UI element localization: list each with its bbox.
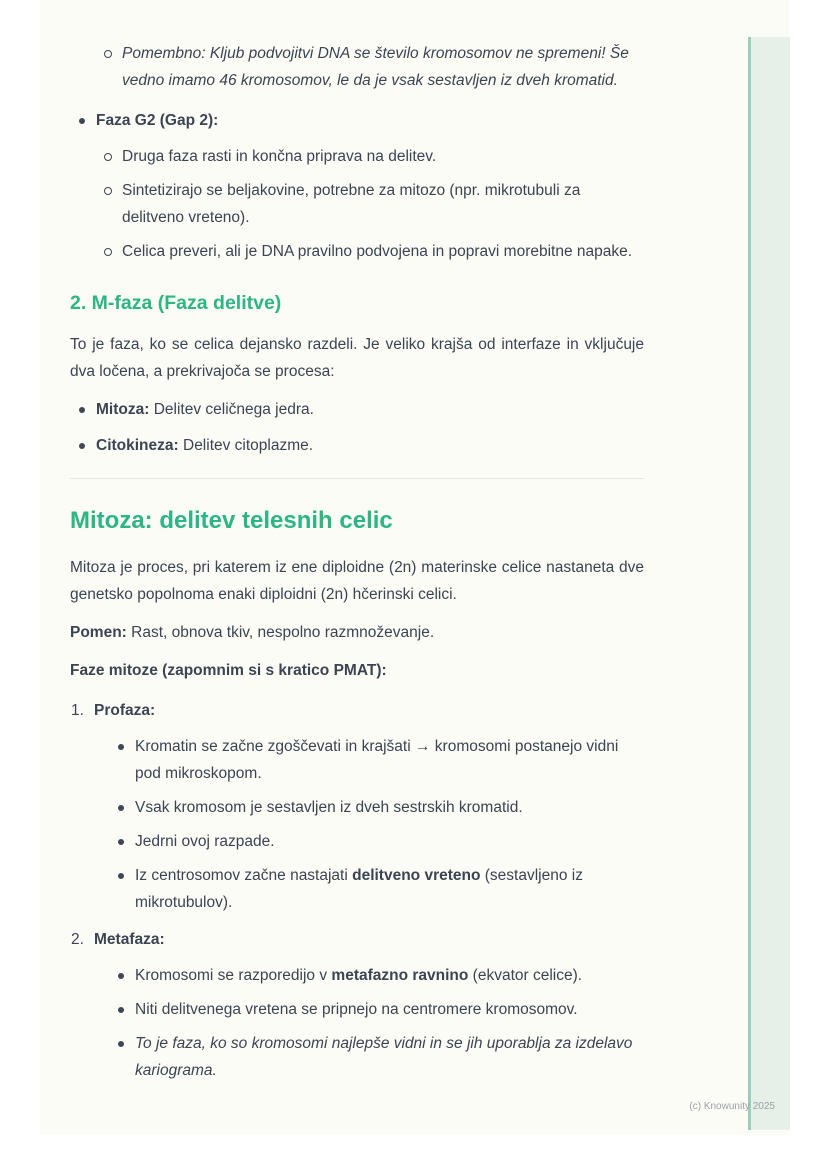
- g2-subitem-text: Sintetizirajo se beljakovine, potrebne za mitozo (npr. mikrotubuli za delitveno vreteno).: [122, 182, 581, 226]
- section-heading-m-faza: 2. M-faza (Faza delitve): [70, 292, 282, 314]
- phase-metafaza: [70, 926, 644, 1084]
- phase-profaza: [70, 697, 644, 916]
- bullet-text: Kromosomi se razporedijo v: [135, 967, 332, 984]
- accent-bar: [748, 37, 790, 1130]
- g2-label: Faza G2 (Gap 2):: [96, 112, 219, 129]
- pomen-term: Pomen:: [70, 624, 127, 641]
- document-content: [70, 0, 644, 1094]
- phase-bullet: [94, 962, 644, 989]
- copyright-footer: (c) Knowunity 2025: [689, 1101, 775, 1112]
- section-heading-mitoza: Mitoza: delitev telesnih celic: [70, 507, 393, 534]
- phase-bullet: [94, 794, 644, 821]
- phase-bullets: [94, 733, 644, 916]
- important-note-text: Pomembno: Kljub podvojitvi DNA se število kromosomov ne spremeni! Še vedno imamo 46 kromosomov, le da je vsak sestavljen iz dveh kromatid.: [122, 45, 629, 89]
- phase-number: 2.: [71, 931, 84, 948]
- g2-list-item: [70, 107, 644, 265]
- phase-name: Profaza:: [94, 702, 156, 719]
- phase-bullets: [94, 962, 644, 1084]
- term-mitoza-text: Delitev celičnega jedra.: [149, 401, 314, 418]
- bullet-text: Kromatin se začne zgoščevati in krajšati → kromosomi postanejo vidni pod mikroskopom.: [135, 738, 619, 782]
- bullet-text: Niti delitvenega vretena se pripnejo na centromere kromosomov.: [135, 1001, 578, 1018]
- phase-bullet: [94, 828, 644, 855]
- phase-bullet: [94, 862, 644, 916]
- m-faza-list: [70, 396, 644, 459]
- g2-subitem: [96, 238, 644, 265]
- phase-bullet: [94, 996, 644, 1023]
- pomen-line: [70, 619, 644, 646]
- phase-number: 1.: [71, 702, 84, 719]
- g2-sublist: [96, 143, 644, 265]
- g2-list: [70, 107, 644, 265]
- bullet-bold: metafazno ravnino: [331, 967, 469, 984]
- g2-subitem-text: Druga faza rasti in končna priprava na delitev.: [122, 148, 437, 165]
- term-mitoza: Mitoza:: [96, 401, 150, 418]
- bullet-text: Iz centrosomov začne nastajati: [135, 867, 353, 884]
- term-citokineza: Citokineza:: [96, 437, 179, 454]
- note-list: [70, 40, 644, 94]
- phases-list: [70, 697, 644, 1084]
- bullet-bold: delitveno vreteno: [352, 867, 481, 884]
- g2-subitem: [96, 177, 644, 231]
- g2-subitem-text: Celica preveri, ali je DNA pravilno podvojena in popravi morebitne napake.: [122, 243, 633, 260]
- bullet-text: Jedrni ovoj razpade.: [135, 833, 275, 850]
- faze-mitoze-label: Faze mitoze (zapomnim si s kratico PMAT):: [70, 662, 387, 679]
- g2-subitem: [96, 143, 644, 170]
- mitoza-paragraph: Mitoza je proces, pri katerem iz ene diploidne (2n) materinske celice nastaneta dve genetsko popolnoma enaki diploidni (2n) hčerinski celici.: [70, 559, 644, 603]
- term-citokineza-text: Delitev citoplazme.: [178, 437, 314, 454]
- section-divider: [70, 478, 644, 479]
- bullet-text: Vsak kromosom je sestavljen iz dveh sestrskih kromatid.: [135, 799, 523, 816]
- m-faza-paragraph: To je faza, ko se celica dejansko razdeli. Je veliko krajša od interfaze in vključuje dva ločena, a prekrivajoča se procesa:: [70, 336, 644, 380]
- bullet-text: (ekvator celice).: [468, 967, 583, 984]
- phase-bullet-italic: [94, 1030, 644, 1084]
- phase-bullet: [94, 733, 644, 787]
- phase-name: Metafaza:: [94, 931, 165, 948]
- bullet-text: To je faza, ko so kromosomi najlepše vidni in se jih uporablja za izdelavo kariograma.: [135, 1035, 633, 1079]
- bullet-text: (sestavljeno iz mikrotubulov).: [135, 867, 583, 911]
- important-note-item: [70, 40, 644, 94]
- m-faza-list-item: [70, 432, 644, 459]
- pomen-text: Rast, obnova tkiv, nespolno razmnoževanje.: [126, 624, 435, 641]
- m-faza-list-item: [70, 396, 644, 423]
